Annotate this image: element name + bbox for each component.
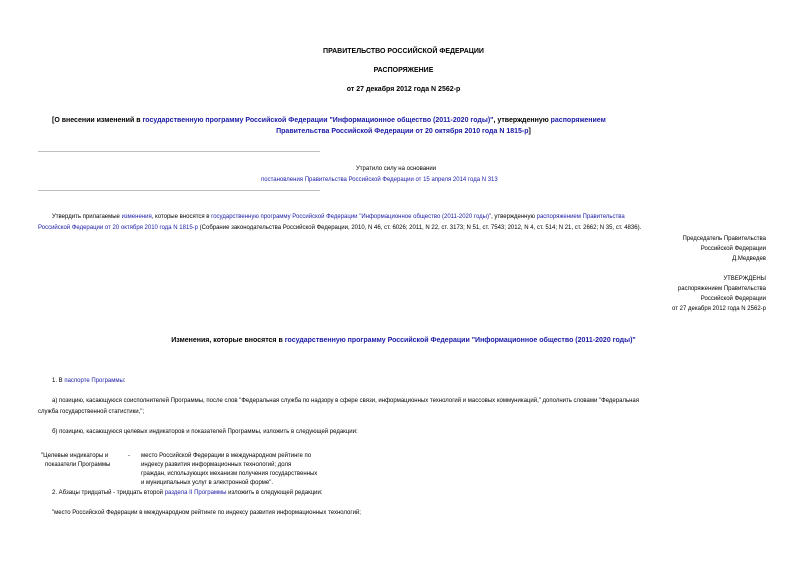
item-b: б) позицию, касающуюся целевых индикаторов и показателей Программы, изложить в следующей редакции: [52,429,358,435]
document-title-line2 [0,128,807,135]
table-left-line1: "Целевые индикаторы и [41,453,109,459]
item-text: изложить в следующей редакции: [226,490,323,496]
body-paragraph-line2 [38,225,641,231]
document-date: от 27 декабря 2012 года N 2562-р [346,86,461,93]
changes-program-link[interactable]: государственную программу Российской Федерации "Информационное общество (2011-2020 годы)" [284,337,636,344]
table-left-line2: показатели Программы [45,462,111,468]
document-type: РАСПОРЯЖЕНИЕ [373,67,434,74]
item-text: : [123,378,126,384]
body-paragraph-line1 [52,214,625,220]
body-text: , утвержденную [491,214,537,220]
signature-org: Российской Федерации [700,246,766,252]
body-text: Утвердить прилагаемые [52,214,122,220]
table-right-line4: и муниципальных услуг в электронной форме". [141,480,274,486]
table-dash: - [128,453,130,459]
separator-top [38,151,320,152]
item-2 [52,490,323,496]
item-text: 1. В [52,378,65,384]
decree-link-body[interactable]: распоряжением Правительства [536,214,625,220]
separator-bottom [38,190,320,191]
item-a-line1: а) позицию, касающуюся соисполнителей Программы, после слов "Федеральная служба по надзору в сфере связи, информационных технологий и массовых коммуникаций," дополнить словами "Федеральная [52,398,639,404]
document-title [52,117,606,124]
decree-link-continued[interactable]: Правительства Российской Федерации от 20 октября 2010 года N 1815-р [276,128,529,135]
body-text: (Собрание законодательства Российской Федерации, 2010, N 46, ст. 6026; 2011, N 22, ст. 3173; N 51, ст. 7543; 2012, N 4, ст. 514; N 21, ст. 2662; N 35, ст. 4836). [197,225,642,231]
changes-link[interactable]: изменения [121,214,152,220]
approved-line4: от 27 декабря 2012 года N 2562-р [672,306,766,312]
decree-link-body-continued[interactable]: Российской Федерации от 20 октября 2010 года N 1815-р [38,225,198,231]
program-link-body[interactable]: государственную программу Российской Федерации "Информационное общество (2011-2020 годы)" [211,214,492,220]
item-text: 2. Абзацы тридцатый - тридцать второй [52,490,165,496]
expired-notice: Утратило силу на основании [356,166,437,172]
table-right-line2: индексу развития информационных технологий; доля [141,462,292,468]
approved-line3: Российской Федерации [700,296,766,302]
changes-title-text: Изменения, которые вносятся в [171,337,285,344]
title-suffix: ] [528,128,531,135]
section-ii-link[interactable]: раздела II Программы [164,490,227,496]
quote-line: "место Российской Федерации в международном рейтинге по индексу развития информационных технологий; [52,510,361,516]
passport-link[interactable]: паспорте Программы [64,378,124,384]
expired-decree-link[interactable]: постановления Правительства Российской Федерации от 15 апреля 2014 года N 313 [261,177,498,183]
signature-title: Председатель Правительства [682,236,766,242]
approved-heading: УТВЕРЖДЕНЫ [723,276,766,282]
table-right-line3: граждан, использующих механизм получения государственных [141,471,318,477]
table-right-line1: место Российской Федерации в международном рейтинге по [141,453,312,459]
body-text: , которые вносятся в [151,214,212,220]
item-a-line2: служба государственной статистики,"; [38,409,145,415]
government-name: ПРАВИТЕЛЬСТВО РОССИЙСКОЙ ФЕДЕРАЦИИ [323,48,484,55]
title-middle: , утвержденную [493,117,551,124]
changes-title [0,337,807,344]
item-1 [52,378,126,384]
program-link[interactable]: государственную программу Российской Федерации "Информационное общество (2011-2020 годы)" [142,117,494,124]
approved-line2: распоряжением Правительства [677,286,766,292]
decree-link[interactable]: распоряжением [550,117,606,124]
signature-name: Д.Медведев [732,256,766,262]
title-prefix: [О внесении изменений в [52,117,143,124]
